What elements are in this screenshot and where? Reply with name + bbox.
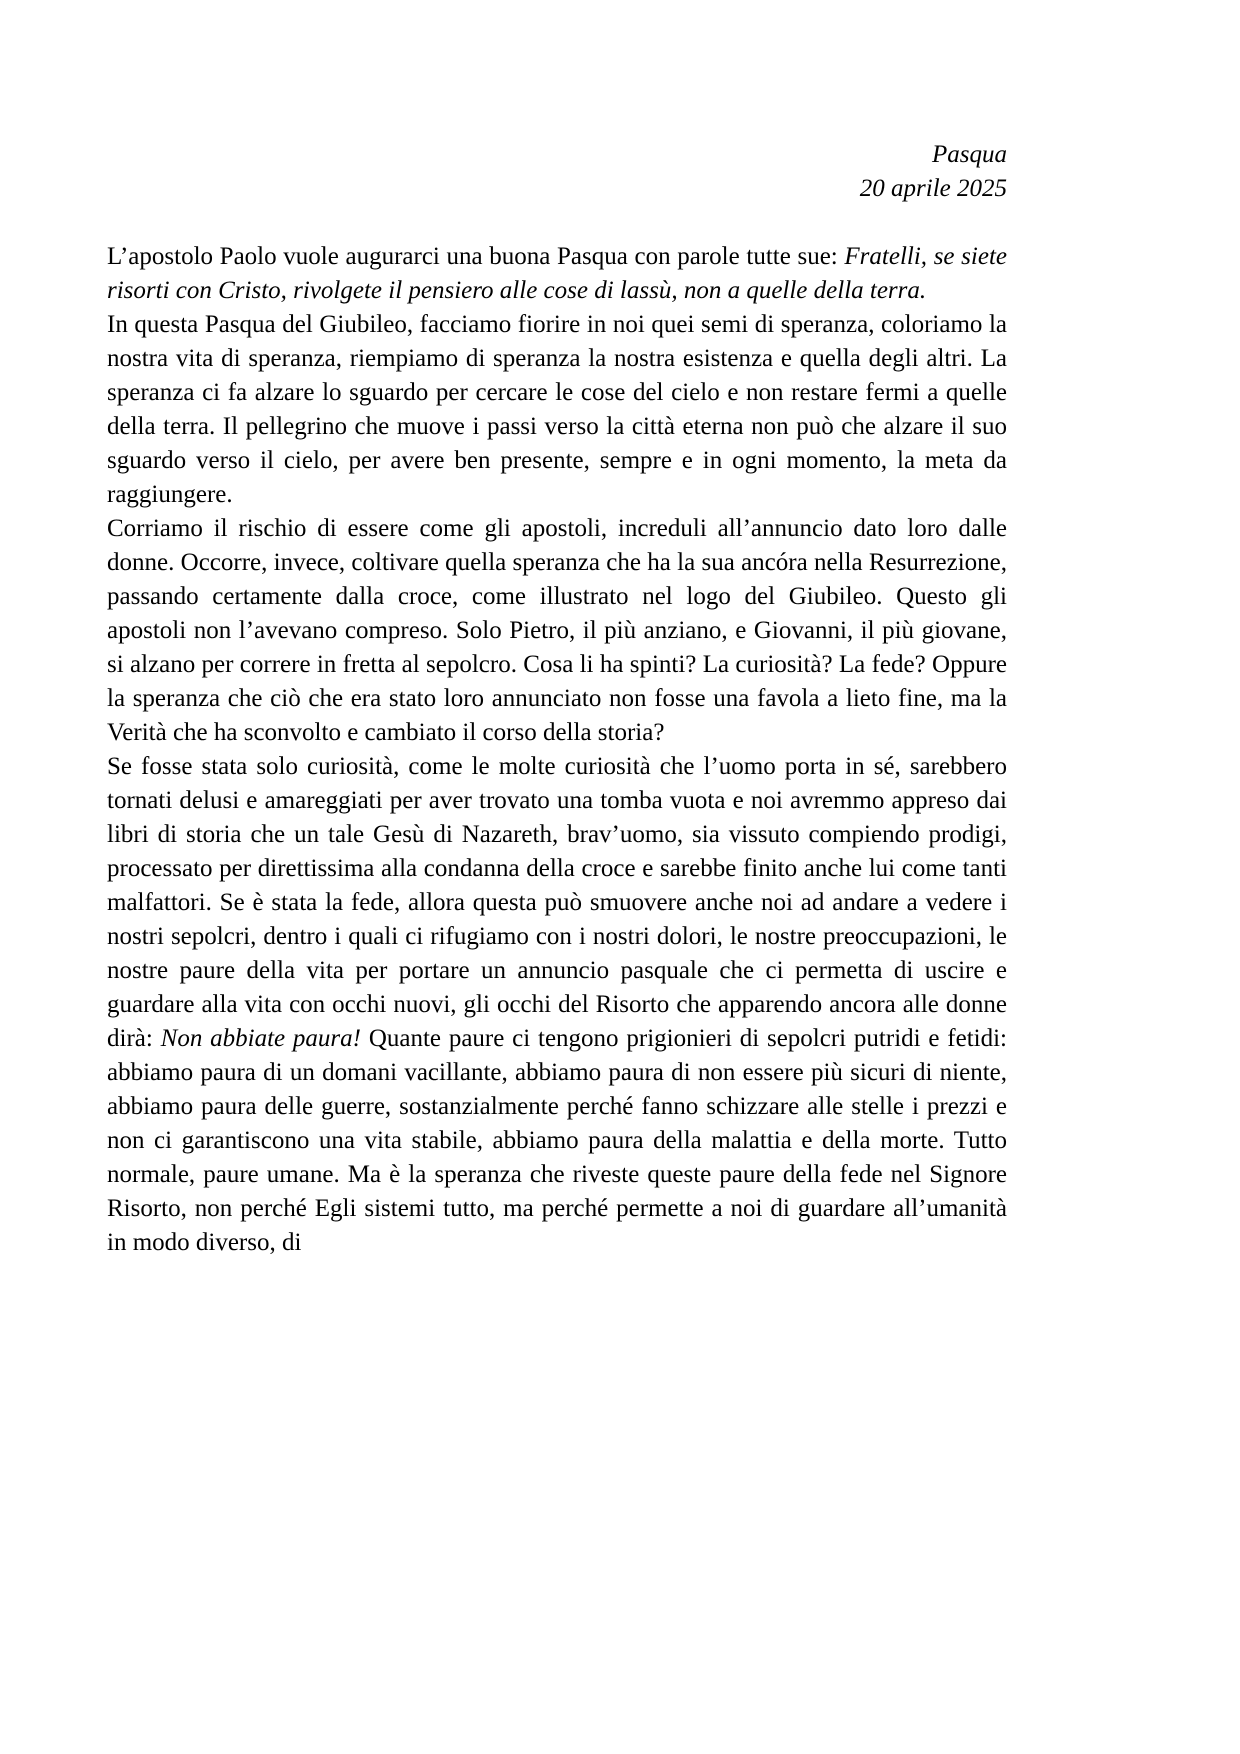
text-run-italic-quote: Non abbiate paura! — [160, 1025, 361, 1052]
paragraph-curiosita — [107, 750, 1007, 1260]
text-run: In questa Pasqua del Giubileo, facciamo fiorire in noi quei semi di speranza, coloriamo la nostra vita di speranza, riempiamo di speranza la nostra esistenza e quella degli altri. La speranza ci fa alzare lo sguardo per cercare le cose del cielo e non restare fermi a quelle della terra. Il pellegrino che muove i passi verso la città eterna non può che alzare il suo sguardo verso il cielo, per avere ben presente, sempre e in ogni momento, la meta da raggiungere. — [107, 311, 1007, 508]
text-run-italic-quote: Fratelli, se siete risorti con Cristo, rivolgete il pensiero alle cose di lassù, non a quelle della terra. — [107, 243, 1007, 304]
document-date: 20 aprile 2025 — [859, 175, 1007, 202]
paragraph-apostoli — [107, 512, 1007, 750]
text-run: Corriamo il rischio di essere come gli apostoli, increduli all’annuncio dato loro dalle donne. Occorre, invece, coltivare quella speranza che ha la sua ancóra nella Resurrezione, passando certamente dalla croce, come illustrato nel logo del Giubileo. Questo gli apostoli non l’avevano compreso. Solo Pietro, il più anziano, e Giovanni, il più giovane, si alzano per correre in fretta al sepolcro. Cosa li ha spinti? La curiosità? La fede? Oppure la speranza che ciò che era stato loro annunciato non fosse una favola a lieto fine, ma la Verità che ha sconvolto e cambiato il corso della storia? — [107, 515, 1007, 746]
document-body — [107, 240, 1007, 1260]
document-header — [107, 138, 1007, 206]
text-run: Se fosse stata solo curiosità, come le molte curiosità che l’uomo porta in sé, sarebbero tornati delusi e amareggiati per aver trovato una tomba vuota e noi avremmo appreso dai libri di storia che un tale Gesù di Nazareth, brav’uomo, sia vissuto compiendo prodigi, processato per direttissima alla condanna della croce e sarebbe finito anche lui come tanti malfattori. Se è stata la fede, allora questa può smuovere anche noi ad andare a vedere i nostri sepolcri, dentro i quali ci rifugiamo con i nostri dolori, le nostre preoccupazioni, le nostre paure della vita per portare un annuncio pasquale che ci permetta di uscire e guardare alla vita con occhi nuovi, gli occhi del Risorto che apparendo ancora alle donne dirà: — [107, 753, 1007, 1052]
paragraph-intro — [107, 240, 1007, 308]
paragraph-giubileo — [107, 308, 1007, 512]
document-title: Pasqua — [932, 141, 1007, 168]
document-content — [107, 138, 1007, 1260]
text-run: L’apostolo Paolo vuole augurarci una buona Pasqua con parole tutte sue: — [107, 243, 845, 270]
text-run: Quante paure ci tengono prigionieri di sepolcri putridi e fetidi: abbiamo paura di un domani vacillante, abbiamo paura di non essere più sicuri di niente, abbiamo paura delle guerre, sostanzialmente perché fanno schizzare alle stelle i prezzi e non ci garantiscono una vita stabile, abbiamo paura della malattia e della morte. Tutto normale, paure umane. Ma è la speranza che riveste queste paure della fede nel Signore Risorto, non perché Egli sistemi tutto, ma perché permette a noi di guardare all’umanità in modo diverso, di — [107, 1025, 1008, 1256]
